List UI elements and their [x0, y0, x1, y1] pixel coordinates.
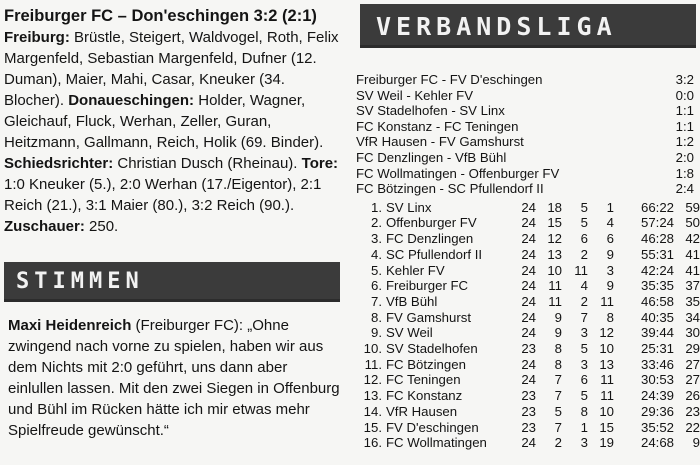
standing-points: 42 — [685, 231, 700, 247]
standing-drawn: 1 — [580, 419, 588, 435]
table-row — [356, 325, 700, 341]
standing-drawn: 5 — [580, 388, 588, 404]
result-score: 2:0 — [675, 149, 694, 165]
standing-goals: 39:44 — [640, 325, 674, 341]
standing-goals: 33:46 — [640, 356, 674, 372]
standing-won: 15 — [547, 215, 562, 231]
standing-team: Kehler FV — [386, 262, 445, 278]
standing-played: 24 — [521, 325, 536, 341]
standing-played: 24 — [521, 262, 536, 278]
result-score: 1:1 — [675, 103, 694, 119]
standing-points: 9 — [692, 435, 700, 451]
standing-won: 9 — [554, 309, 562, 325]
result-row — [356, 72, 696, 88]
standing-rank: 4. — [371, 246, 382, 262]
standing-points: 23 — [685, 403, 700, 419]
table-row — [356, 200, 700, 216]
standing-points: 22 — [685, 419, 700, 435]
standing-drawn: 6 — [580, 231, 588, 247]
standing-lost: 9 — [606, 278, 614, 294]
standing-points: 41 — [685, 262, 700, 278]
result-score: 1:2 — [675, 134, 694, 150]
standing-points: 37 — [685, 278, 700, 294]
standing-drawn: 2 — [580, 293, 588, 309]
standing-points: 26 — [685, 388, 700, 404]
standing-rank: 3. — [371, 231, 382, 247]
away-lineup: Holder, Wagner, Gleichauf, Fluck, Werhan, Zeller, Guran, Heitzmann, Gallmann, Reich, Holik (69. Binder). — [4, 92, 324, 151]
quote-speaker: Maxi Heidenreich — [8, 317, 132, 334]
standing-drawn: 5 — [580, 199, 588, 215]
result-row — [356, 103, 696, 119]
standing-drawn: 4 — [580, 278, 588, 294]
standing-rank: 13. — [363, 388, 382, 404]
standing-goals: 66:22 — [640, 199, 674, 215]
standing-team: VfR Hausen — [386, 403, 458, 419]
standing-won: 8 — [554, 341, 562, 357]
standing-rank: 5. — [371, 262, 382, 278]
table-row — [356, 310, 700, 326]
standing-won: 10 — [547, 262, 562, 278]
spectators-label: Zuschauer: — [4, 218, 85, 235]
standing-team: SV Stadelhofen — [386, 341, 478, 357]
result-score: 3:2 — [675, 72, 694, 87]
standing-played: 24 — [521, 215, 536, 231]
standing-won: 7 — [554, 419, 562, 435]
result-match: FC Konstanz - FC Teningen — [356, 118, 519, 134]
result-match: Freiburger FC - FV D'eschingen — [356, 72, 543, 87]
standing-team: SV Linx — [386, 199, 432, 215]
standing-drawn: 5 — [580, 341, 588, 357]
standing-team: VfB Bühl — [386, 293, 438, 309]
standing-won: 8 — [554, 356, 562, 372]
standing-lost: 11 — [600, 372, 614, 388]
standing-lost: 19 — [599, 435, 614, 451]
spectators-count: 250. — [84, 218, 119, 235]
result-match: FC Wollmatingen - Offenburger FV — [356, 165, 560, 181]
result-row — [356, 150, 696, 166]
standing-lost: 6 — [606, 231, 614, 247]
table-row — [356, 341, 700, 357]
standing-goals: 57:24 — [640, 215, 674, 231]
standing-rank: 11. — [364, 356, 382, 372]
standing-drawn: 11 — [574, 262, 588, 278]
result-score: 1:1 — [675, 118, 694, 134]
standing-drawn: 6 — [580, 372, 588, 388]
standing-rank: 2. — [371, 215, 382, 231]
standing-drawn: 3 — [580, 435, 588, 451]
standing-rank: 9. — [371, 325, 382, 341]
standing-lost: 1 — [606, 199, 614, 215]
standing-won: 7 — [554, 372, 562, 388]
standing-played: 24 — [521, 356, 536, 372]
standing-points: 59 — [685, 199, 700, 215]
standing-drawn: 3 — [580, 356, 588, 372]
table-row — [356, 404, 700, 420]
match-report — [4, 6, 344, 237]
standing-lost: 3 — [606, 262, 614, 278]
home-lineup: Brüstle, Steigert, Waldvogel, Roth, Felix Margenfeld, Sebastian Margenfeld, Dufner (12. Duman), Maier, Mahi, Casar, Kneuker (34. Blocher). — [4, 29, 339, 109]
standing-won: 5 — [554, 403, 562, 419]
standing-won: 7 — [554, 388, 562, 404]
standing-rank: 14. — [363, 403, 382, 419]
standing-team: FC Bötzingen — [386, 356, 466, 372]
standing-won: 9 — [554, 325, 562, 341]
standing-lost: 9 — [606, 246, 614, 262]
table-row — [356, 372, 700, 388]
standing-goals: 35:52 — [640, 419, 674, 435]
standing-played: 24 — [521, 372, 536, 388]
standing-drawn: 5 — [580, 215, 588, 231]
standing-rank: 10. — [363, 341, 382, 357]
standing-goals: 30:53 — [640, 372, 674, 388]
standing-rank: 15. — [363, 419, 382, 435]
standing-team: FC Teningen — [386, 372, 461, 388]
table-row — [356, 215, 700, 231]
result-match: FC Bötzingen - SC Pfullendorf II — [356, 181, 544, 197]
standing-lost: 13 — [599, 356, 614, 372]
goals-list: 1:0 Kneuker (5.), 2:0 Werhan (17./Eigentor), 2:1 Reich (21.), 3:1 Maier (80.), 3:2 Reich (90.). — [4, 176, 322, 214]
table-row — [356, 247, 700, 263]
standing-goals: 46:28 — [640, 231, 674, 247]
standing-lost: 15 — [599, 419, 614, 435]
referee-label: Schiedsrichter: — [4, 155, 114, 172]
verbandsliga-header: VERBANDSLIGA — [360, 4, 696, 48]
result-match: SV Weil - Kehler FV — [356, 87, 474, 103]
standing-goals: 42:24 — [640, 262, 674, 278]
standing-rank: 16. — [363, 435, 382, 451]
standing-team: FC Denzlingen — [386, 231, 474, 247]
standing-points: 29 — [685, 341, 700, 357]
standing-points: 50 — [685, 215, 700, 231]
standing-won: 11 — [548, 293, 562, 309]
result-row — [356, 119, 696, 135]
result-row — [356, 181, 696, 197]
standing-goals: 24:39 — [640, 388, 674, 404]
standing-rank: 1. — [371, 199, 382, 215]
table-row — [356, 435, 700, 451]
standing-lost: 10 — [599, 403, 614, 419]
result-score: 2:4 — [675, 181, 694, 197]
result-row — [356, 166, 696, 182]
quote-text: (Freiburger FC): „Ohne zwingend nach vorne zu spielen, haben wir aus dem Nichts mit 2:0 geführt, uns dann aber einlullen lassen. Mit den zwei Siegen in Offenburg und Bühl im Rücken hätte ich mir etwas mehr Spielfreude gewünscht.“ — [8, 317, 340, 439]
standing-goals: 24:68 — [640, 435, 674, 451]
standing-team: FV D'eschingen — [386, 419, 479, 435]
standings-table — [356, 200, 700, 451]
result-row — [356, 134, 696, 150]
goals-label: Tore: — [301, 155, 339, 172]
standing-lost: 10 — [599, 341, 614, 357]
standing-goals: 40:35 — [640, 309, 674, 325]
referee-name: Christian Dusch (Rheinau). — [113, 155, 298, 172]
standing-team: Freiburger FC — [386, 278, 469, 294]
standing-points: 27 — [685, 372, 700, 388]
match-headline: Freiburger FC – Don'eschingen 3:2 (2:1) — [4, 7, 317, 25]
standing-points: 27 — [685, 356, 700, 372]
standing-played: 23 — [521, 419, 536, 435]
standing-played: 24 — [521, 199, 536, 215]
standing-played: 23 — [521, 341, 536, 357]
standing-drawn: 7 — [580, 309, 588, 325]
standing-goals: 55:31 — [640, 246, 674, 262]
result-match: FC Denzlingen - VfB Bühl — [356, 149, 507, 165]
stimmen-header: STIMMEN — [4, 262, 340, 302]
table-row — [356, 278, 700, 294]
standing-played: 24 — [521, 246, 536, 262]
standing-rank: 8. — [371, 309, 382, 325]
table-row — [356, 294, 700, 310]
home-team-label: Freiburg: — [4, 29, 70, 46]
standing-points: 34 — [685, 309, 700, 325]
standing-team: FC Konstanz — [386, 388, 463, 404]
away-team-label: Donaueschingen: — [68, 92, 195, 109]
standing-won: 13 — [547, 246, 562, 262]
standing-won: 2 — [554, 435, 562, 451]
standing-played: 24 — [521, 435, 536, 451]
standing-played: 24 — [521, 309, 536, 325]
standing-rank: 7. — [371, 293, 382, 309]
standing-lost: 11 — [600, 388, 614, 404]
standing-played: 23 — [521, 388, 536, 404]
table-row — [356, 388, 700, 404]
standing-lost: 4 — [606, 215, 614, 231]
result-score: 1:8 — [675, 165, 694, 181]
result-row — [356, 88, 696, 104]
standing-lost: 11 — [600, 293, 614, 309]
standing-team: FC Wollmatingen — [386, 435, 487, 451]
standing-lost: 8 — [606, 309, 614, 325]
verbandsliga-section — [356, 72, 700, 451]
standing-points: 41 — [685, 246, 700, 262]
result-score: 0:0 — [675, 87, 694, 103]
standing-played: 24 — [521, 293, 536, 309]
standing-points: 30 — [685, 325, 700, 341]
table-row — [356, 231, 700, 247]
standing-team: SV Weil — [386, 325, 433, 341]
standing-team: SC Pfullendorf II — [386, 246, 483, 262]
standing-drawn: 3 — [580, 325, 588, 341]
standing-points: 35 — [685, 293, 700, 309]
standing-goals: 35:35 — [640, 278, 674, 294]
standing-team: FV Gamshurst — [386, 309, 472, 325]
match-details — [4, 27, 344, 237]
standing-rank: 6. — [371, 278, 382, 294]
result-match: SV Stadelhofen - SV Linx — [356, 103, 505, 119]
standing-won: 18 — [547, 199, 562, 215]
standing-played: 24 — [521, 231, 536, 247]
standing-won: 12 — [547, 231, 562, 247]
standing-played: 24 — [521, 278, 536, 294]
standing-goals: 25:31 — [640, 341, 674, 357]
table-row — [356, 263, 700, 279]
standing-drawn: 2 — [580, 246, 588, 262]
result-match: VfR Hausen - FV Gamshurst — [356, 134, 524, 150]
table-row — [356, 420, 700, 436]
standing-goals: 29:36 — [640, 403, 674, 419]
standing-lost: 12 — [599, 325, 614, 341]
standing-goals: 46:58 — [640, 293, 674, 309]
standing-won: 11 — [548, 278, 562, 294]
standing-rank: 12. — [363, 372, 382, 388]
table-row — [356, 357, 700, 373]
standing-played: 23 — [521, 403, 536, 419]
results-list — [356, 72, 696, 197]
standing-drawn: 8 — [580, 403, 588, 419]
stimmen-quote — [8, 315, 342, 441]
standing-team: Offenburger FV — [386, 215, 477, 231]
